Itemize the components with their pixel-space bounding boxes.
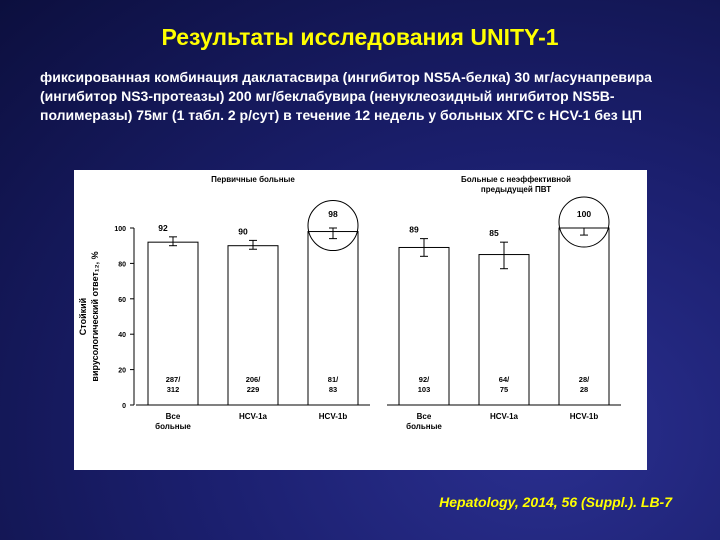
category-label: больные	[155, 422, 191, 431]
category-label: HCV-1a	[489, 412, 519, 421]
category-label: Все	[416, 412, 432, 421]
y-axis-title: вирусологический ответ₁₂, %	[90, 251, 100, 382]
group-title: предыдущей ПВТ	[480, 185, 552, 194]
y-tick-label: 60	[118, 296, 126, 304]
n-count-label: 312	[166, 385, 180, 394]
data-label: 89	[409, 224, 419, 235]
n-count-label: 206/	[245, 375, 261, 384]
category-label: Все	[165, 412, 181, 421]
n-count-label: 103	[417, 385, 431, 394]
n-count-label: 287/	[165, 375, 181, 384]
data-label: 85	[489, 228, 499, 239]
n-count-label: 28/	[578, 375, 590, 384]
data-label: 90	[238, 226, 248, 237]
data-label: 98	[328, 209, 338, 219]
group-title: Первичные больные	[211, 175, 295, 184]
n-count-label: 83	[328, 385, 338, 394]
group-title: Больные с неэффективной	[461, 175, 571, 184]
data-label: 100	[576, 209, 592, 219]
n-count-label: 28	[579, 385, 589, 394]
category-label: больные	[406, 422, 442, 431]
y-tick-label: 80	[118, 261, 126, 269]
n-count-label: 75	[499, 385, 509, 394]
slide-title: Результаты исследования UNITY-1	[161, 24, 559, 50]
category-label: HCV-1b	[569, 412, 599, 421]
chart-figure	[74, 170, 647, 470]
category-label: HCV-1a	[238, 412, 268, 421]
study-description: фиксированная комбинация даклатасвира (ингибитор NS5A-белка) 30 мг/асунапревира (ингибитор NS3-протеазы) 200 мг/беклабувира (ненуклеозидный ингибитор NS5B-полимеразы) 75мг (1 табл. 2 р/сут) в течение 12 недель у больных ХГС с HCV-1 без ЦП	[40, 69, 652, 123]
category-label: HCV-1b	[318, 412, 348, 421]
data-label: 92	[158, 222, 168, 233]
y-axis-title: Стойкий	[78, 297, 88, 336]
n-count-label: 92/	[418, 375, 430, 384]
n-count-label: 81/	[327, 375, 339, 384]
y-tick-label: 0	[122, 403, 126, 410]
y-tick-label: 20	[118, 367, 126, 375]
y-tick-label: 40	[118, 332, 126, 340]
n-count-label: 64/	[498, 375, 510, 384]
svr-bar-chart	[74, 170, 647, 470]
citation: Hepatology, 2014, 56 (Suppl.). LB-7	[439, 494, 672, 510]
y-tick-label: 100	[114, 226, 126, 233]
n-count-label: 229	[246, 385, 260, 394]
